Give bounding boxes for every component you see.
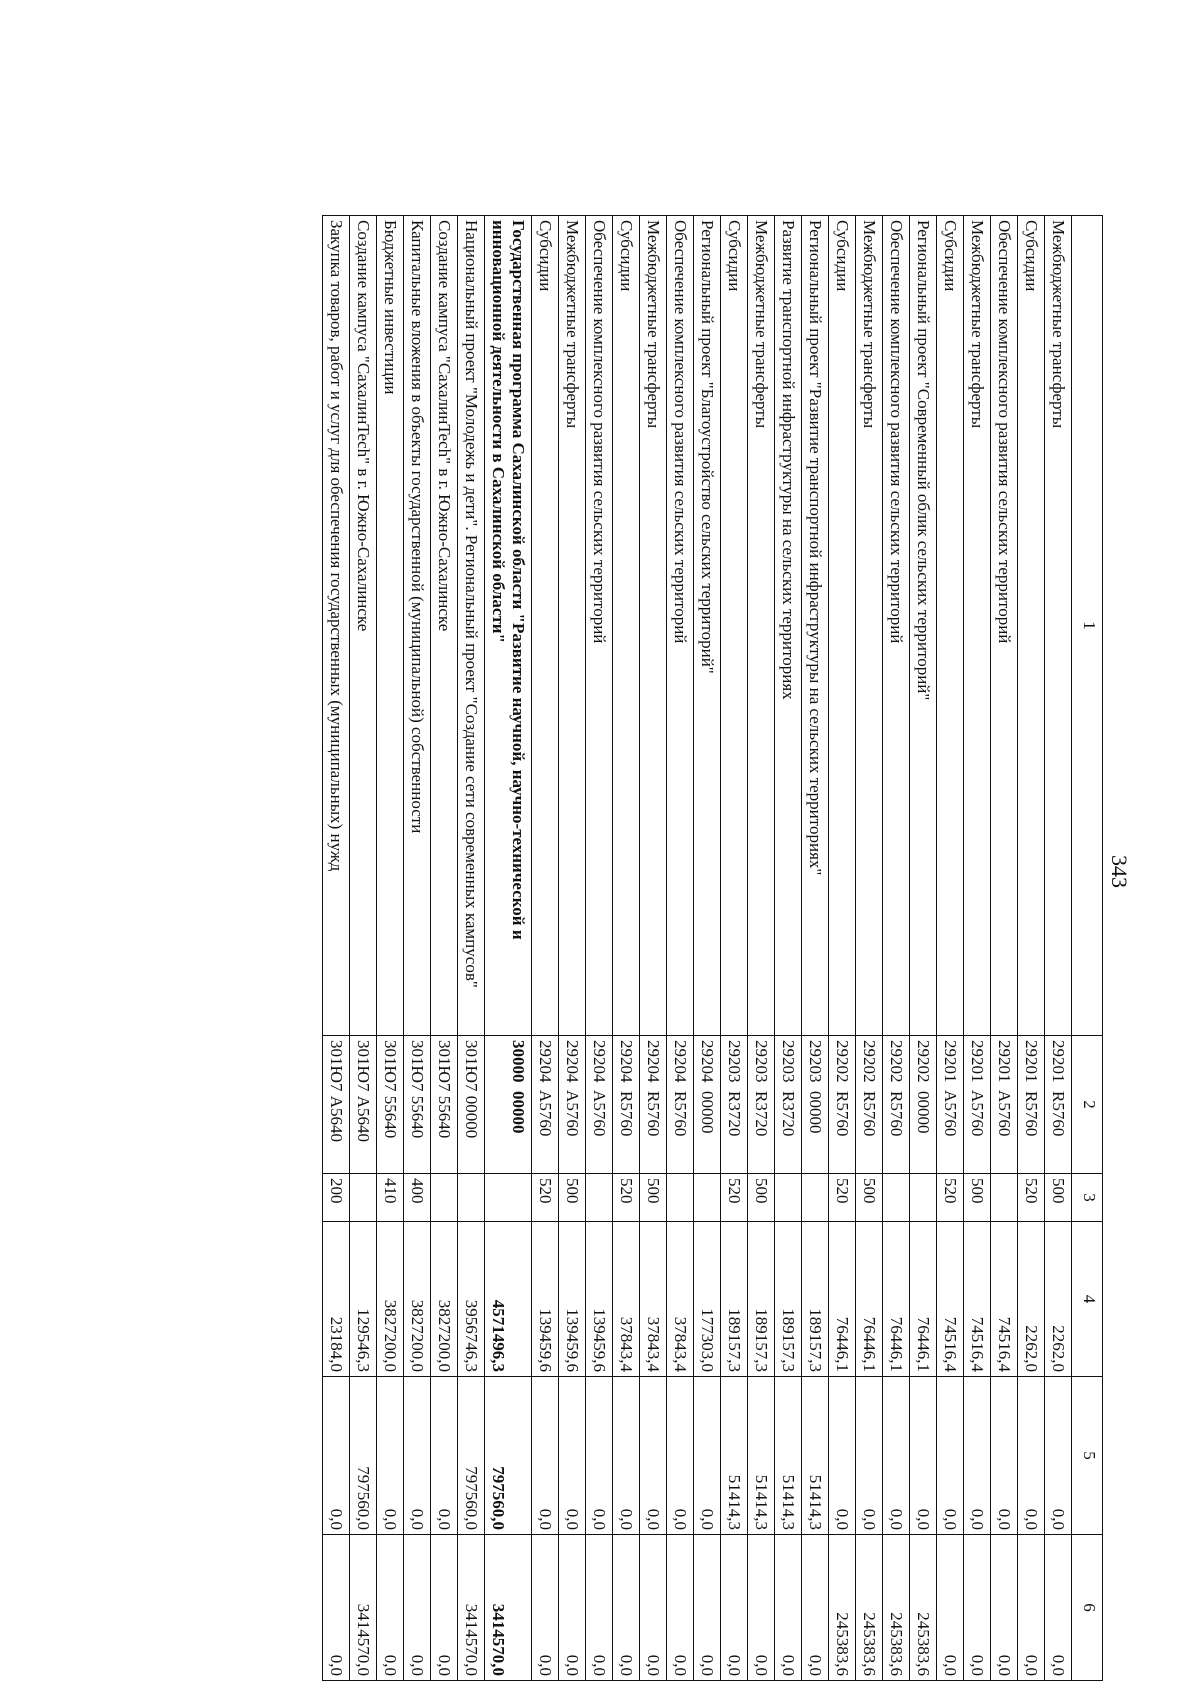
row-type-cell: 400: [404, 1174, 431, 1222]
row-value-col4: 74516,4: [937, 1222, 964, 1377]
header-col-1: 1: [1072, 216, 1103, 1036]
row-value-col6: 245383,6: [829, 1535, 856, 1681]
row-name-cell: Обеспечение комплексного развития сельских территорий: [991, 216, 1018, 1036]
row-code-cell: 29204 A5760: [559, 1036, 586, 1174]
row-value-col6: 0,0: [937, 1535, 964, 1681]
row-value-col5: 51414,3: [802, 1377, 829, 1535]
table-row: [350, 216, 377, 1681]
row-name-cell: Субсидии: [937, 216, 964, 1036]
row-value-col4: 76446,1: [910, 1222, 937, 1377]
row-value-col4: 189157,3: [802, 1222, 829, 1377]
row-value-col5: 0,0: [964, 1377, 991, 1535]
row-type-cell: 520: [829, 1174, 856, 1222]
row-value-col6: 0,0: [323, 1535, 350, 1681]
row-code-cell: 29201 R5760: [1045, 1036, 1072, 1174]
row-code-cell: 29204 A5760: [532, 1036, 559, 1174]
row-value-col5: 0,0: [559, 1377, 586, 1535]
row-code-cell: 29204 R5760: [667, 1036, 694, 1174]
row-name-cell: Региональный проект "Благоустройство сельских территорий": [694, 216, 721, 1036]
table-row: [667, 216, 694, 1681]
row-name-cell: Межбюджетные трансферты: [856, 216, 883, 1036]
row-value-col5: 0,0: [323, 1377, 350, 1535]
row-value-col6: 0,0: [802, 1535, 829, 1681]
row-value-col6: 0,0: [404, 1535, 431, 1681]
header-row: [1072, 216, 1103, 1681]
row-type-cell: [694, 1174, 721, 1222]
header-col-2: 2: [1072, 1036, 1103, 1174]
table-row: [802, 216, 829, 1681]
row-type-cell: 200: [323, 1174, 350, 1222]
row-name-cell: Создание кампуса "СахалинTech" в г. Южно-Сахалинске: [350, 216, 377, 1036]
table-row: [829, 216, 856, 1681]
row-name-cell: Обеспечение комплексного развития сельских территорий: [667, 216, 694, 1036]
table-row: [377, 216, 404, 1681]
table-row: [1018, 216, 1045, 1681]
row-value-col6: 0,0: [640, 1535, 667, 1681]
row-value-col4: 139459,6: [586, 1222, 613, 1377]
row-value-col4: 37843,4: [613, 1222, 640, 1377]
table-body: [323, 216, 1072, 1681]
row-value-col5: 0,0: [991, 1377, 1018, 1535]
header-col-3: 3: [1072, 1174, 1103, 1222]
row-type-cell: [775, 1174, 802, 1222]
row-value-col5: 0,0: [1018, 1377, 1045, 1535]
row-value-col6: 0,0: [1045, 1535, 1072, 1681]
row-value-col5: 797560,0: [350, 1377, 377, 1535]
row-value-col4: 37843,4: [667, 1222, 694, 1377]
table-row: [586, 216, 613, 1681]
row-type-cell: 520: [613, 1174, 640, 1222]
row-value-col5: 0,0: [667, 1377, 694, 1535]
table-row: [964, 216, 991, 1681]
row-type-cell: 500: [964, 1174, 991, 1222]
table-row: [458, 216, 485, 1681]
row-value-col5: 0,0: [1045, 1377, 1072, 1535]
row-value-col4: 3827200,0: [377, 1222, 404, 1377]
table-row: [559, 216, 586, 1681]
row-value-col6: 0,0: [964, 1535, 991, 1681]
row-name-cell: Создание кампуса "СахалинTech" в г. Южно-Сахалинске: [431, 216, 458, 1036]
table-row: [721, 216, 748, 1681]
row-value-col6: 3414570,0: [350, 1535, 377, 1681]
row-value-col6: 0,0: [667, 1535, 694, 1681]
row-value-col4: 139459,6: [559, 1222, 586, 1377]
row-type-cell: [667, 1174, 694, 1222]
row-value-col4: 189157,3: [748, 1222, 775, 1377]
row-value-col5: 0,0: [694, 1377, 721, 1535]
table-row: [323, 216, 350, 1681]
row-value-col4: 3827200,0: [431, 1222, 458, 1377]
table-row: [532, 216, 559, 1681]
row-name-cell: Региональный проект "Развитие транспортной инфраструктуры на сельских территориях": [802, 216, 829, 1036]
row-type-cell: 520: [1018, 1174, 1045, 1222]
row-value-col6: 0,0: [559, 1535, 586, 1681]
row-name-cell: Межбюджетные трансферты: [964, 216, 991, 1036]
row-value-col5: 0,0: [586, 1377, 613, 1535]
row-code-cell: 29204 A5760: [586, 1036, 613, 1174]
row-value-col6: 245383,6: [910, 1535, 937, 1681]
row-code-cell: 29202 R5760: [883, 1036, 910, 1174]
table-row: [485, 216, 532, 1681]
row-type-cell: 520: [937, 1174, 964, 1222]
row-code-cell: 301Ю7 55640: [431, 1036, 458, 1174]
row-code-cell: 29201 A5760: [964, 1036, 991, 1174]
rotated-page: [30, 0, 1160, 1700]
row-value-col4: 23184,0: [323, 1222, 350, 1377]
row-code-cell: 30000 00000: [485, 1036, 532, 1174]
row-code-cell: 29201 R5760: [1018, 1036, 1045, 1174]
table-row: [991, 216, 1018, 1681]
row-value-col5: 0,0: [640, 1377, 667, 1535]
row-value-col6: 0,0: [532, 1535, 559, 1681]
row-type-cell: 500: [748, 1174, 775, 1222]
table-row: [404, 216, 431, 1681]
row-name-cell: Обеспечение комплексного развития сельских территорий: [883, 216, 910, 1036]
row-code-cell: 29204 R5760: [640, 1036, 667, 1174]
row-value-col6: 0,0: [775, 1535, 802, 1681]
row-name-cell: Национальный проект "Молодежь и дети". Региональный проект "Создание сети современных кампусов": [458, 216, 485, 1036]
row-value-col6: 0,0: [1018, 1535, 1045, 1681]
row-type-cell: [883, 1174, 910, 1222]
row-type-cell: [431, 1174, 458, 1222]
row-code-cell: 29202 R5760: [829, 1036, 856, 1174]
row-type-cell: 520: [532, 1174, 559, 1222]
row-type-cell: [991, 1174, 1018, 1222]
row-name-cell: Региональный проект "Современный облик сельских территорий": [910, 216, 937, 1036]
row-code-cell: 301Ю7 55640: [377, 1036, 404, 1174]
row-name-cell: Обеспечение комплексного развития сельских территорий: [586, 216, 613, 1036]
row-value-col5: 51414,3: [748, 1377, 775, 1535]
table-row: [856, 216, 883, 1681]
header-col-6: 6: [1072, 1535, 1103, 1681]
row-value-col4: 139459,6: [532, 1222, 559, 1377]
row-value-col5: 51414,3: [775, 1377, 802, 1535]
row-code-cell: 29202 R5760: [856, 1036, 883, 1174]
table-row: [910, 216, 937, 1681]
row-code-cell: 301Ю7 00000: [458, 1036, 485, 1174]
row-name-cell: Межбюджетные трансферты: [748, 216, 775, 1036]
row-name-cell: Капитальные вложения в объекты государственной (муниципальной) собственности: [404, 216, 431, 1036]
row-value-col6: 245383,6: [883, 1535, 910, 1681]
row-name-cell: Субсидии: [1018, 216, 1045, 1036]
table-row: [937, 216, 964, 1681]
row-code-cell: 29203 R3720: [775, 1036, 802, 1174]
row-value-col5: 0,0: [377, 1377, 404, 1535]
row-code-cell: 29201 A5760: [937, 1036, 964, 1174]
row-value-col6: 3414570,0: [458, 1535, 485, 1681]
row-type-cell: [485, 1174, 532, 1222]
row-name-cell: Субсидии: [532, 216, 559, 1036]
row-value-col6: 0,0: [586, 1535, 613, 1681]
row-value-col5: 0,0: [910, 1377, 937, 1535]
row-code-cell: 29203 R3720: [721, 1036, 748, 1174]
table-row: [613, 216, 640, 1681]
row-value-col5: 0,0: [856, 1377, 883, 1535]
table-row: [640, 216, 667, 1681]
row-name-cell: Государственная программа Сахалинской области "Развитие научной, научно-технической и инновационной деятельности в Сахалинской области": [485, 216, 532, 1036]
row-value-col6: 0,0: [613, 1535, 640, 1681]
row-name-cell: Межбюджетные трансферты: [559, 216, 586, 1036]
row-value-col5: 51414,3: [721, 1377, 748, 1535]
row-value-col6: 0,0: [431, 1535, 458, 1681]
row-value-col4: 189157,3: [721, 1222, 748, 1377]
row-value-col5: 0,0: [532, 1377, 559, 1535]
row-value-col4: 2262,0: [1045, 1222, 1072, 1377]
header-col-5: 5: [1072, 1377, 1103, 1535]
row-value-col5: 0,0: [829, 1377, 856, 1535]
row-type-cell: [586, 1174, 613, 1222]
row-value-col5: 0,0: [613, 1377, 640, 1535]
row-type-cell: [458, 1174, 485, 1222]
row-name-cell: Субсидии: [721, 216, 748, 1036]
row-code-cell: 29204 00000: [694, 1036, 721, 1174]
row-name-cell: Межбюджетные трансферты: [640, 216, 667, 1036]
row-type-cell: 410: [377, 1174, 404, 1222]
row-value-col4: 37843,4: [640, 1222, 667, 1377]
row-value-col5: 0,0: [404, 1377, 431, 1535]
row-type-cell: [350, 1174, 377, 1222]
row-value-col6: 0,0: [748, 1535, 775, 1681]
row-value-col5: 797560,0: [458, 1377, 485, 1535]
row-value-col4: 129546,3: [350, 1222, 377, 1377]
row-name-cell: Межбюджетные трансферты: [1045, 216, 1072, 1036]
page-number: 343: [1107, 855, 1132, 888]
row-value-col4: 177303,0: [694, 1222, 721, 1377]
row-value-col6: 245383,6: [856, 1535, 883, 1681]
row-value-col6: 0,0: [991, 1535, 1018, 1681]
row-value-col4: 74516,4: [991, 1222, 1018, 1377]
row-code-cell: 29203 00000: [802, 1036, 829, 1174]
row-type-cell: [802, 1174, 829, 1222]
row-code-cell: 29202 00000: [910, 1036, 937, 1174]
row-value-col6: 0,0: [377, 1535, 404, 1681]
budget-table: [322, 215, 1103, 1681]
row-value-col4: 189157,3: [775, 1222, 802, 1377]
row-value-col5: 0,0: [883, 1377, 910, 1535]
row-code-cell: 301Ю7 А5640: [350, 1036, 377, 1174]
table-row: [775, 216, 802, 1681]
table-row: [431, 216, 458, 1681]
table-row: [748, 216, 775, 1681]
row-code-cell: 29204 R5760: [613, 1036, 640, 1174]
row-value-col5: 0,0: [937, 1377, 964, 1535]
row-value-col4: 3956746,3: [458, 1222, 485, 1377]
table-row: [694, 216, 721, 1681]
row-type-cell: 500: [640, 1174, 667, 1222]
header-col-4: 4: [1072, 1222, 1103, 1377]
row-type-cell: 500: [1045, 1174, 1072, 1222]
row-name-cell: Закупка товаров, работ и услуг для обеспечения государственных (муниципальных) нужд: [323, 216, 350, 1036]
row-value-col4: 76446,1: [856, 1222, 883, 1377]
table-row: [883, 216, 910, 1681]
row-value-col4: 76446,1: [883, 1222, 910, 1377]
row-value-col6: 0,0: [721, 1535, 748, 1681]
row-type-cell: 520: [721, 1174, 748, 1222]
row-code-cell: 29201 A5760: [991, 1036, 1018, 1174]
row-code-cell: 29203 R3720: [748, 1036, 775, 1174]
row-name-cell: Развитие транспортной инфраструктуры на сельских территориях: [775, 216, 802, 1036]
row-name-cell: Субсидии: [613, 216, 640, 1036]
row-code-cell: 301Ю7 А5640: [323, 1036, 350, 1174]
row-code-cell: 301Ю7 55640: [404, 1036, 431, 1174]
row-value-col4: 2262,0: [1018, 1222, 1045, 1377]
row-type-cell: [910, 1174, 937, 1222]
row-type-cell: 500: [559, 1174, 586, 1222]
row-value-col4: 74516,4: [964, 1222, 991, 1377]
row-name-cell: Субсидии: [829, 216, 856, 1036]
row-value-col4: 76446,1: [829, 1222, 856, 1377]
row-value-col5: 0,0: [431, 1377, 458, 1535]
row-name-cell: Бюджетные инвестиции: [377, 216, 404, 1036]
row-value-col6: 0,0: [694, 1535, 721, 1681]
row-value-col5: 797560,0: [485, 1377, 532, 1535]
row-value-col4: 3827200,0: [404, 1222, 431, 1377]
row-value-col4: 4571496,3: [485, 1222, 532, 1377]
table-row: [1045, 216, 1072, 1681]
row-type-cell: 500: [856, 1174, 883, 1222]
row-value-col6: 3414570,0: [485, 1535, 532, 1681]
